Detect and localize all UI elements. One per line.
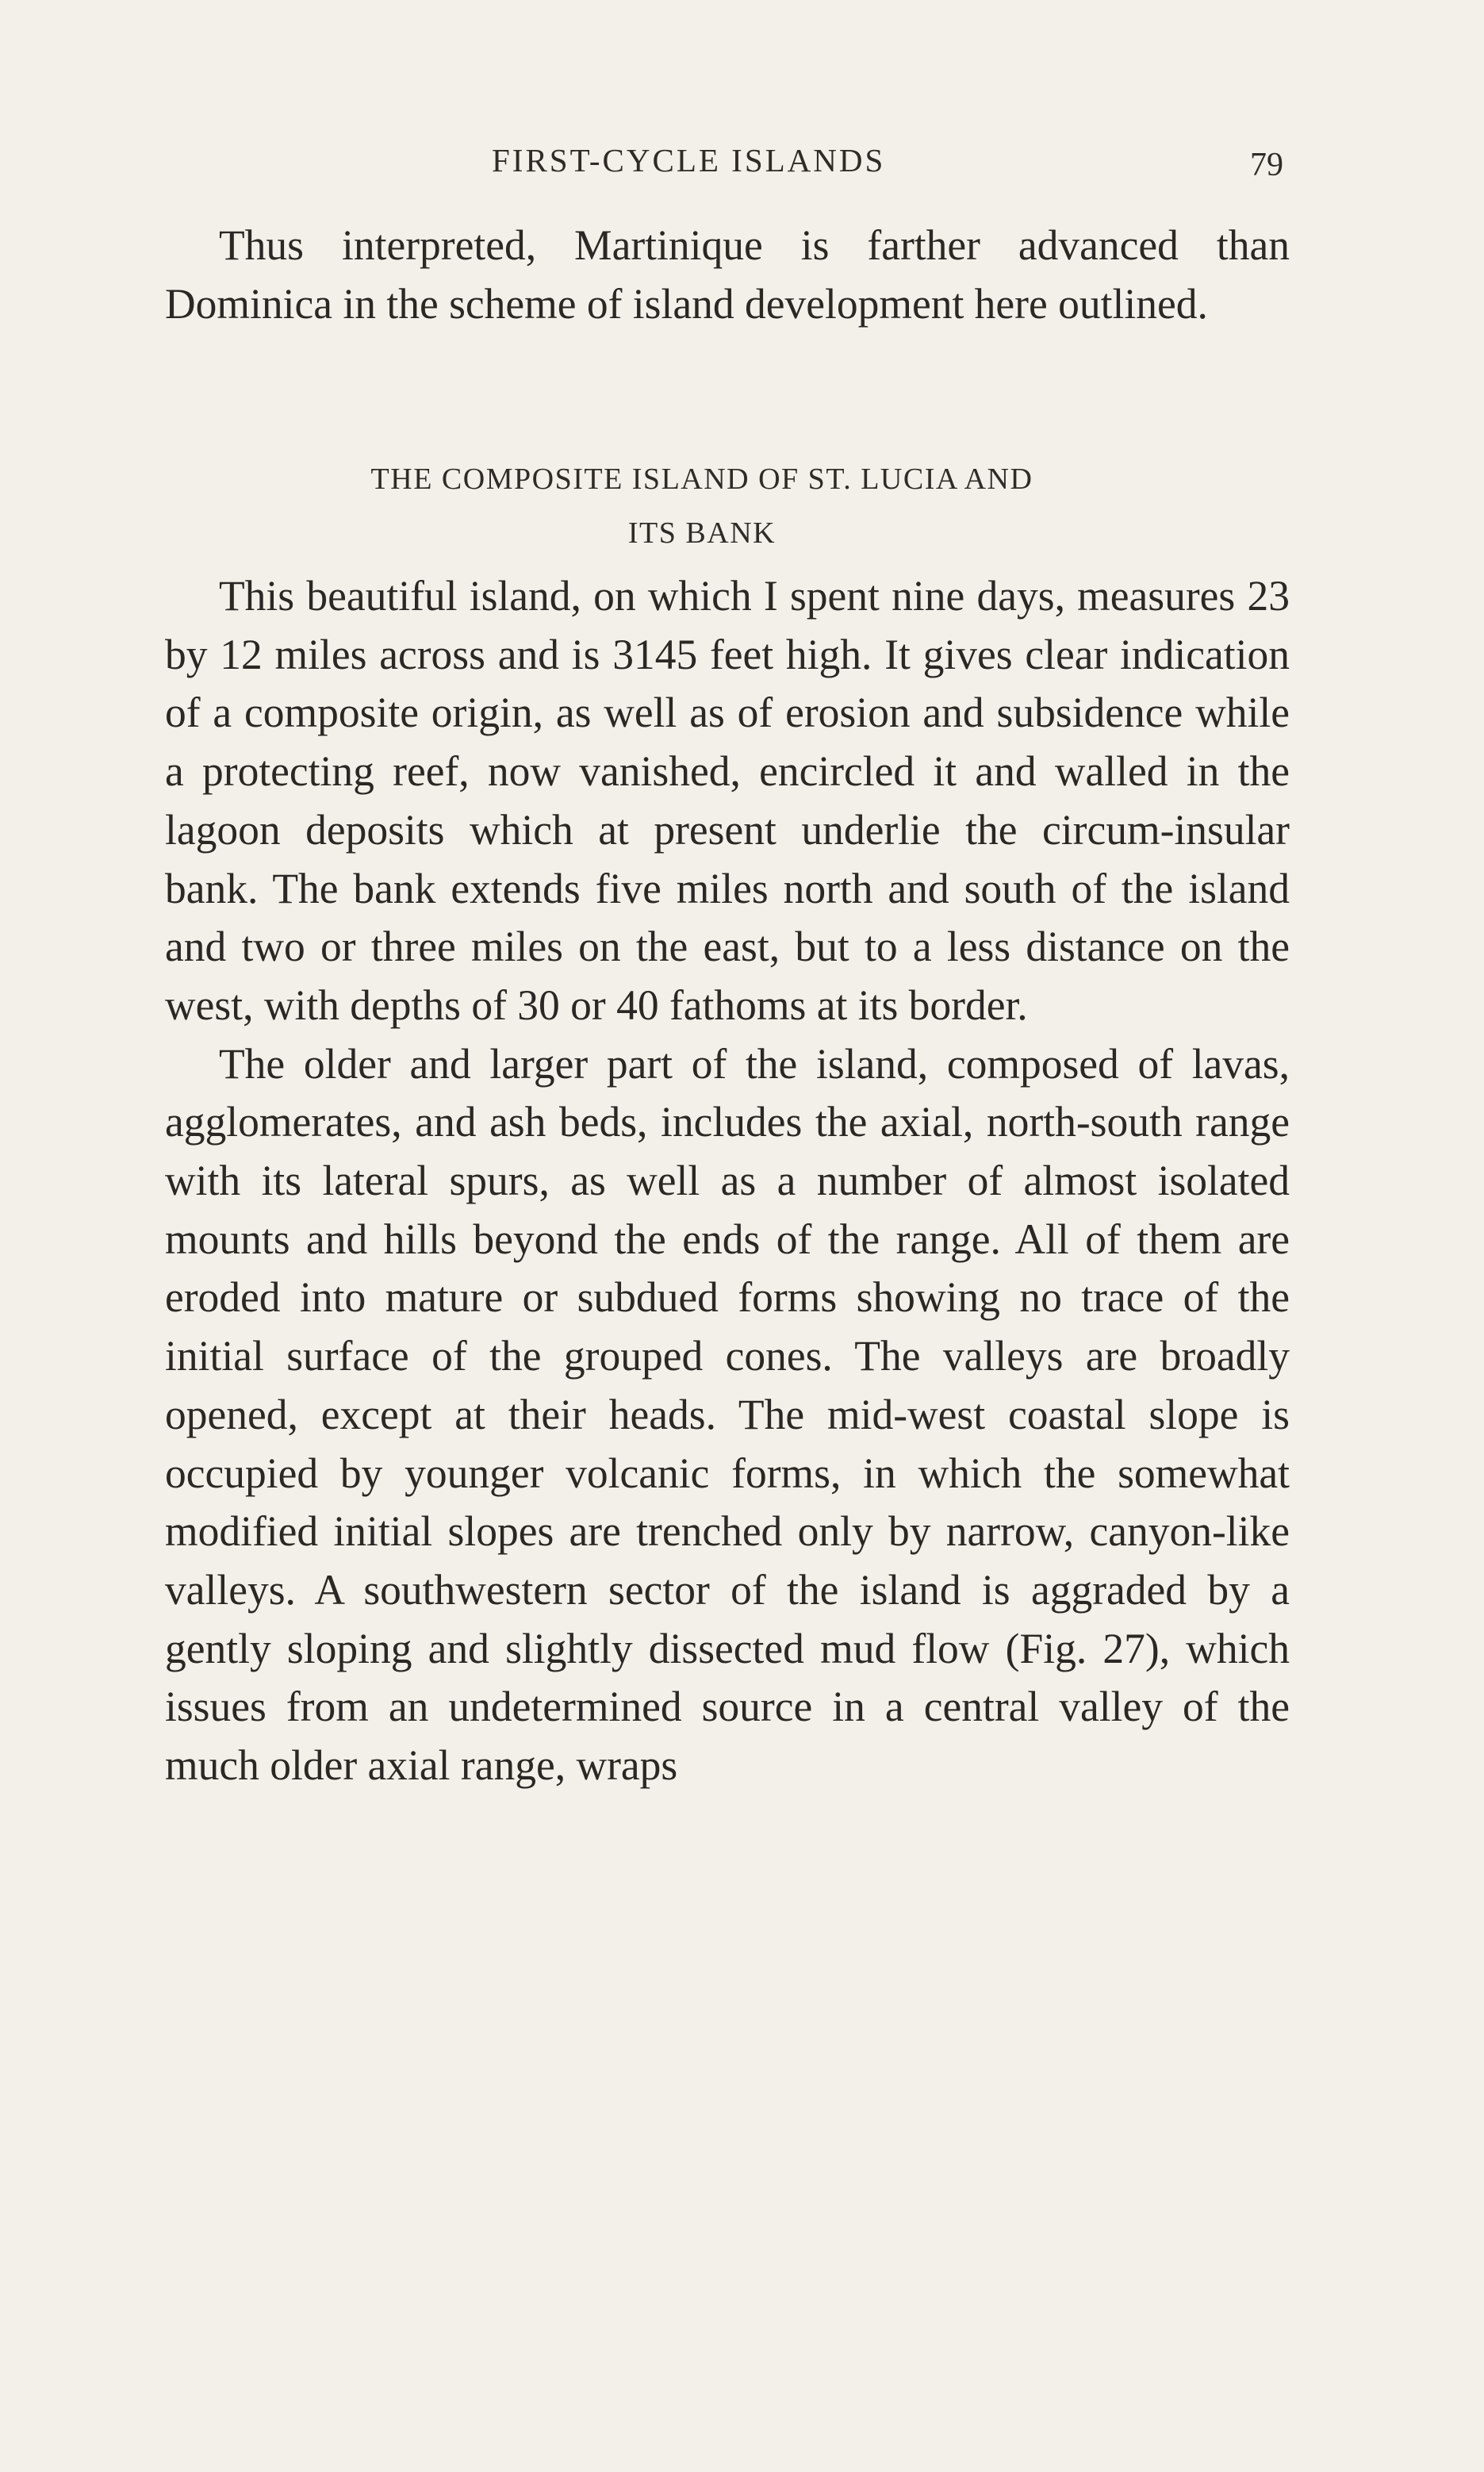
running-header <box>0 141 1484 189</box>
paragraph-st-lucia-overview: This beautiful island, on which I spent nine days, measures 23 by 12 miles across and is 3145 feet high. It gives clear indication of a composite origin, as well as of erosion and subsidence while a protecting reef, now vanished, encircled it and walled in the lagoon deposits which at present underlie the circum-insular bank. The bank extends five miles north and south of the island and two or three miles on the east, but to a less distance on the west, with depths of 30 or 40 fathoms at its border. <box>165 572 1290 1029</box>
section-heading-line-2: ITS BANK <box>627 516 777 550</box>
intro-text-block <box>165 217 1290 333</box>
section-heading-line-1: THE COMPOSITE ISLAND OF ST. LUCIA AND <box>370 463 1033 496</box>
intro-paragraph: Thus interpreted, Martinique is farther advanced than Dominica in the scheme of island development here outlined. <box>165 221 1290 328</box>
page-number: 79 <box>1250 147 1283 183</box>
paragraph-island-geology: The older and larger part of the island, composed of lavas, agglomerates, and ash beds, includes the axial, north-south range with its lateral spurs, as well as a number of almost isolated mounts and hills beyond the ends of the range. All of them are eroded into mature or subdued forms showing no trace of the initial surface of the grouped cones. The valleys are broadly opened, except at their heads. The mid-west coastal slope is occupied by younger volcanic forms, in which the somewhat modified initial slopes are trenched only by narrow, canyon-like valleys. A southwestern sector of the island is aggraded by a gently sloping and slightly dissected mud flow (Fig. 27), which issues from an undetermined source in a central valley of the much older axial range, wraps <box>165 1039 1290 1790</box>
running-title: FIRST-CYCLE ISLANDS <box>492 142 886 178</box>
section-heading <box>238 452 1166 560</box>
main-text-block <box>165 567 1290 1795</box>
